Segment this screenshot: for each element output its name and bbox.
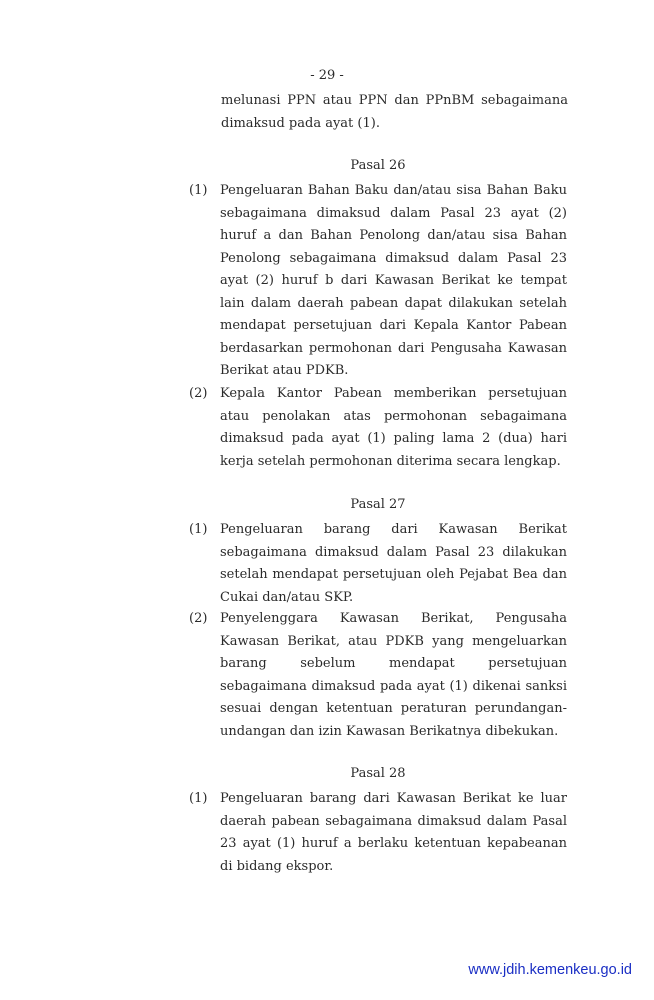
pasal-26-item-2 bbox=[189, 383, 569, 473]
pasal-28-item-1 bbox=[189, 788, 569, 878]
item-number: (1) bbox=[189, 791, 208, 806]
pasal-26-item-1 bbox=[189, 180, 569, 383]
page-number: - 29 - bbox=[310, 68, 344, 83]
pasal-28-title: Pasal 28 bbox=[350, 766, 406, 781]
continuation-paragraph: melunasi PPN atau PPN dan PPnBM sebagaimana dimaksud pada ayat (1). bbox=[221, 93, 568, 131]
item-number: (2) bbox=[189, 386, 208, 401]
item-text: Kepala Kantor Pabean memberikan persetujuan atau penolakan atas permohonan sebagaimana dimaksud pada ayat (1) paling lama 2 (dua) hari kerja setelah permohonan diterima secara lengkap. bbox=[220, 386, 567, 469]
pasal-27-title: Pasal 27 bbox=[350, 497, 406, 512]
item-number: (1) bbox=[189, 183, 208, 198]
item-text: Pengeluaran barang dari Kawasan Berikat ke luar daerah pabean sebagaimana dimaksud dalam Pasal 23 ayat (1) huruf a berlaku ketentuan kepabeanan di bidang ekspor. bbox=[220, 791, 567, 874]
pasal-27-item-1 bbox=[189, 519, 569, 609]
item-text: Penyelenggara Kawasan Berikat, Pengusaha Kawasan Berikat, atau PDKB yang mengeluarkan barang sebelum mendapat persetujuan sebagaimana dimaksud pada ayat (1) dikenai sanksi sesuai dengan ketentuan peraturan perundangan-undangan dan izin Kawasan Berikatnya dibekukan. bbox=[220, 611, 567, 739]
pasal-27-item-2 bbox=[189, 608, 569, 743]
item-text: Pengeluaran barang dari Kawasan Berikat sebagaimana dimaksud dalam Pasal 23 dilakukan setelah mendapat persetujuan oleh Pejabat Bea dan Cukai dan/atau SKP. bbox=[220, 522, 567, 605]
jdih-website-link[interactable]: www.jdih.kemenkeu.go.id bbox=[468, 962, 632, 978]
pasal-26-title: Pasal 26 bbox=[350, 158, 406, 173]
item-number: (2) bbox=[189, 611, 208, 626]
item-number: (1) bbox=[189, 522, 208, 537]
item-text: Pengeluaran Bahan Baku dan/atau sisa Bahan Baku sebagaimana dimaksud dalam Pasal 23 ayat (2) huruf a dan Bahan Penolong dan/atau sisa Bahan Penolong sebagaimana dimaksud dalam Pasal 23 ayat (2) huruf b dari Kawasan Berikat ke tempat lain dalam daerah pabean dapat dilakukan setelah mendapat persetujuan dari Kepala Kantor Pabean berdasarkan permohonan dari Pengusaha Kawasan Berikat atau PDKB. bbox=[220, 183, 567, 378]
